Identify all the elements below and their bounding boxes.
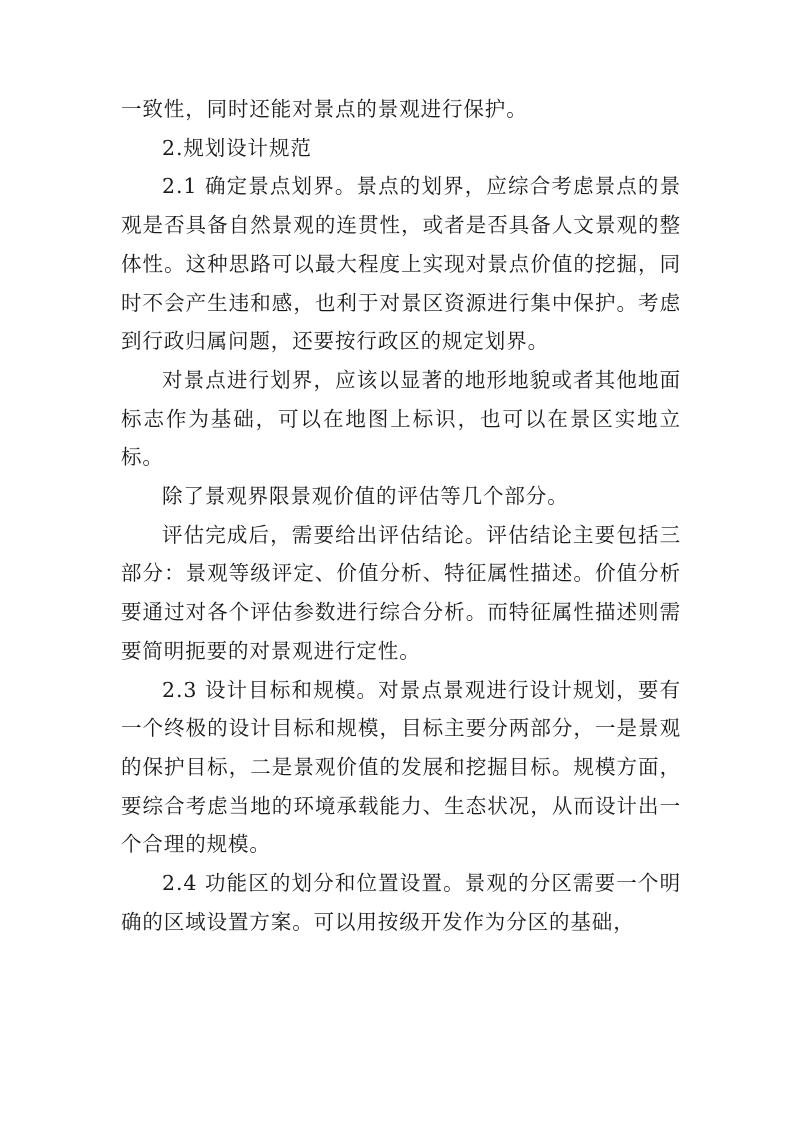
- section-heading-planning-standards: 2.规划设计规范: [162, 135, 312, 160]
- paragraph-2-3-goals-scale: 2.3 设计目标和规模。对景点景观进行设计规划，要有一个终极的设计目标和规模，目标主要分两部分，一是景观的保护目标，二是景观价值的发展和挖掘目标。规模方面，要综合考虑当地的环境承载能力、生态状况，从而设计出一个合理的规模。: [121, 677, 681, 857]
- paragraph-evaluation-parts: 除了景观界限景观价值的评估等几个部分。: [162, 484, 569, 509]
- body-text: [121, 90, 681, 941]
- paragraph-2-4-functional-zones: 2.4 功能区的划分和位置设置。景观的分区需要一个明确的区域设置方案。可以用按级开发作为分区的基础，: [121, 871, 681, 934]
- paragraph-continuation: 一致性，同时还能对景点的景观进行保护。: [121, 97, 528, 121]
- paragraph-boundary-markers: 对景点进行划界，应该以显著的地形地貌或者其他地面标志作为基础，可以在地图上标识，也可以在景区实地立标。: [121, 367, 681, 470]
- paragraph-2-1-boundary: 2.1 确定景点划界。景点的划界，应综合考虑景点的景观是否具备自然景观的连贯性，或者是否具备人文景观的整体性。这种思路可以最大程度上实现对景点价值的挖掘，同时不会产生违和感，也利于对景区资源进行集中保护。考虑到行政归属问题，还要按行政区的规定划界。: [121, 174, 681, 354]
- paragraph-evaluation-conclusion: 评估完成后，需要给出评估结论。评估结论主要包括三部分：景观等级评定、价值分析、特征属性描述。价值分析要通过对各个评估参数进行综合分析。而特征属性描述则需要简明扼要的对景观进行定性。: [121, 522, 681, 663]
